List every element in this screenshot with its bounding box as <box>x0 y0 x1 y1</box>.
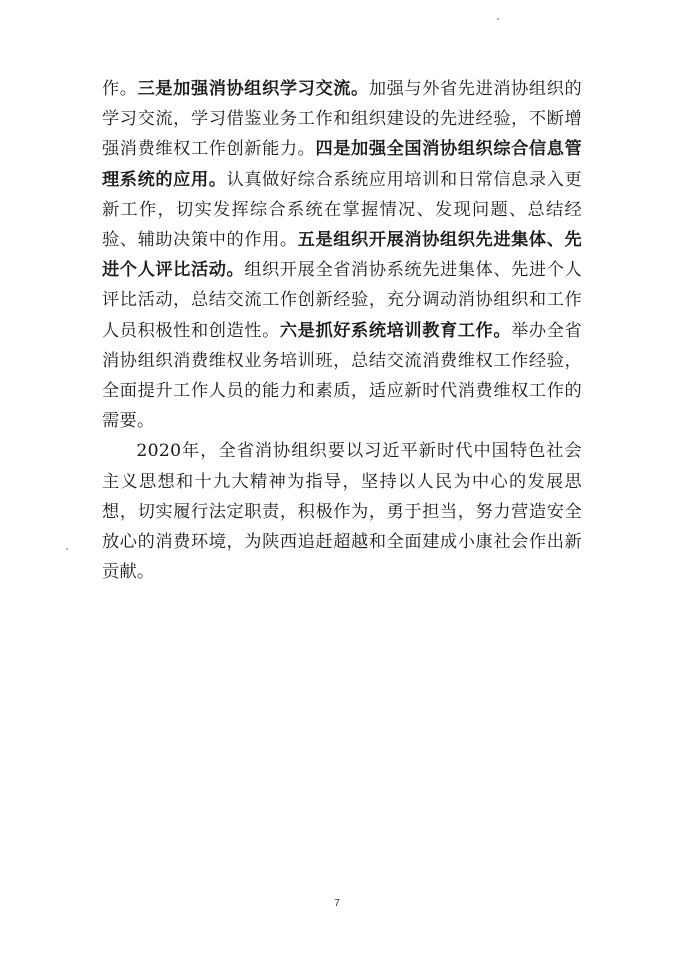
segment: 作。 <box>102 79 138 99</box>
paragraph-2020-outlook: 2020年，全省消协组织要以习近平新时代中国特色社会主义思想和十九大精神为指导，坚持以人民为中心的发展思想，切实履行法定职责，积极作为，勇于担当，努力营造安全放心的消费环境，为陕西追赶超越和全面建成小康社会作出新贡献。 <box>102 441 582 583</box>
heading-phrase-four: 四是加强全国消协组织综合信息管理系统的应用。 <box>102 139 582 190</box>
heading-phrase-six: 六是抓好系统培训教育工作。 <box>279 320 512 341</box>
heading-phrase-three: 三是加强消协组织学习交流。 <box>137 79 369 99</box>
heading-phrase-five: 五是组织开展消协组织先进集体、先进个人评比活动。 <box>102 230 582 281</box>
segment: 认真做好综合系统应用培训和日常信息录入更新工作，切实发挥综合系统在掌握情况、发现问题、总结经验、辅助决策中的作用。 <box>102 169 582 251</box>
segment: 加强与外省先进消协组织的学习交流，学习借鉴业务工作和组织建设的先进经验，不断增强消费维权工作创新能力。 <box>102 79 582 160</box>
segment: 组织开展全省消协系统先进集体、先进个人评比活动，总结交流工作创新经验，充分调动消协组织和工作人员积极性和创造性。 <box>102 260 582 341</box>
paragraph-work-measures <box>102 74 582 436</box>
scan-speck <box>497 18 499 20</box>
scan-speck <box>66 548 68 550</box>
page-number: 7 <box>334 898 340 909</box>
document-body <box>102 74 582 587</box>
segment: 举办全省消协组织消费维权业务培训班，总结交流消费维权工作经验，全面提升工作人员的能力和素质，适应新时代消费维权工作的需要。 <box>102 320 582 432</box>
